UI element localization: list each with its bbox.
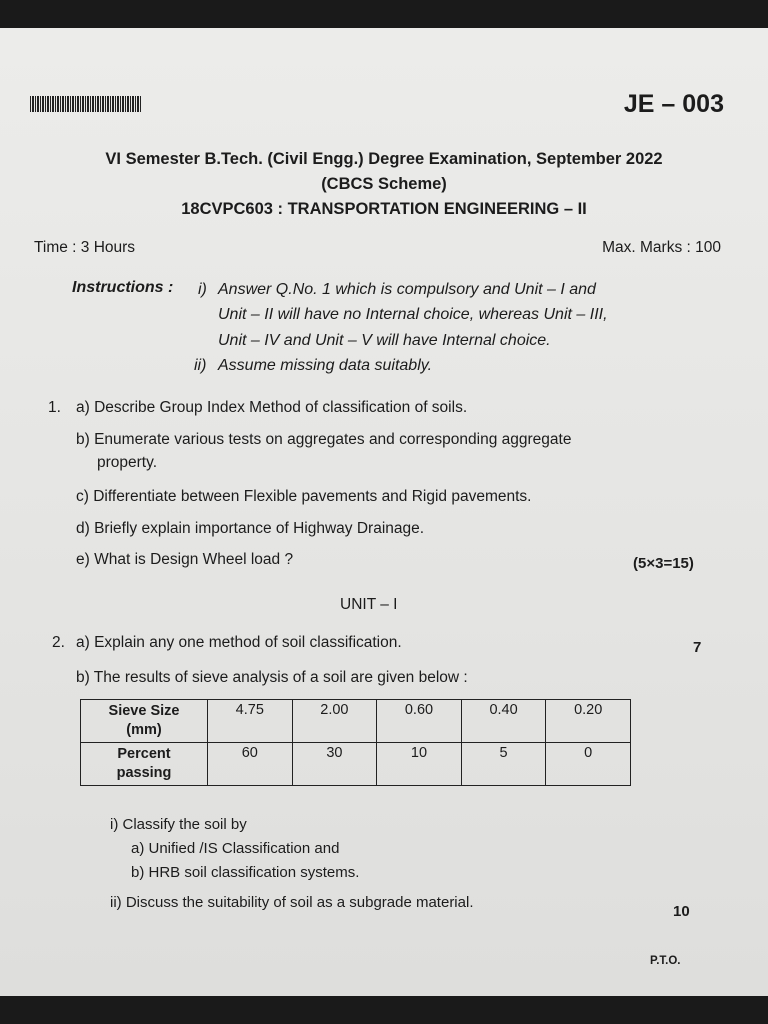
table-cell: 5 xyxy=(461,743,546,786)
table-cell: 0.60 xyxy=(377,700,462,743)
table-cell: 0.20 xyxy=(546,700,631,743)
instruction-i-line2: Unit – II will have no Internal choice, whereas Unit – III, xyxy=(218,306,608,323)
question-1b-line1: b) Enumerate various tests on aggregates and corresponding aggregate xyxy=(76,431,572,448)
question-2b-marks: 10 xyxy=(673,903,690,920)
question-2a-marks: 7 xyxy=(693,639,702,656)
time-label: Time : 3 Hours xyxy=(34,239,136,256)
question-1e: e) What is Design Wheel load ? xyxy=(76,551,294,568)
instruction-ii-number: ii) xyxy=(194,357,207,374)
sieve-size-label: Sieve Size xyxy=(108,703,180,719)
question-2b-i-a: a) Unified /IS Classification and xyxy=(131,840,340,857)
table-cell: 2.00 xyxy=(292,700,377,743)
page-turn-note: P.T.O. xyxy=(650,955,681,967)
exam-title: VI Semester B.Tech. (Civil Engg.) Degree Examination, September 2022 xyxy=(105,150,663,168)
question-1a: a) Describe Group Index Method of classification of soils. xyxy=(76,399,468,416)
question-1c: c) Differentiate between Flexible pavements and Rigid pavements. xyxy=(76,488,532,505)
question-2-number: 2. xyxy=(52,634,65,651)
instruction-ii-line: Assume missing data suitably. xyxy=(218,357,433,374)
question-2a: a) Explain any one method of soil classification. xyxy=(76,634,402,651)
question-1b-line2: property. xyxy=(97,454,158,471)
question-2b-ii: ii) Discuss the suitability of soil as a subgrade material. xyxy=(110,894,474,911)
unit-heading: UNIT – I xyxy=(340,596,398,613)
max-marks: Max. Marks : 100 xyxy=(602,239,721,256)
question-2b: b) The results of sieve analysis of a soil are given below : xyxy=(76,669,468,686)
table-row xyxy=(81,700,631,743)
table-cell: 0.40 xyxy=(461,700,546,743)
table-cell: 60 xyxy=(208,743,293,786)
table-cell: 10 xyxy=(377,743,462,786)
instruction-i-line3: Unit – IV and Unit – V will have Internal choice. xyxy=(218,332,551,349)
table-cell: 0 xyxy=(546,743,631,786)
barcode xyxy=(30,96,142,112)
passing-label: passing xyxy=(116,765,172,781)
instruction-i-line1: Answer Q.No. 1 which is compulsory and Unit – I and xyxy=(218,281,596,298)
table-cell: 30 xyxy=(292,743,377,786)
percent-label: Percent xyxy=(117,746,171,762)
sieve-size-header xyxy=(81,700,208,743)
sieve-analysis-table xyxy=(80,699,631,786)
scheme: (CBCS Scheme) xyxy=(321,175,447,193)
instruction-i-number: i) xyxy=(198,281,207,298)
question-2b-i: i) Classify the soil by xyxy=(110,816,247,833)
table-row xyxy=(81,743,631,786)
paper-code: JE – 003 xyxy=(623,90,724,118)
instructions-label: Instructions : xyxy=(72,279,174,296)
question-1-marks: (5×3=15) xyxy=(633,555,694,572)
table-cell: 4.75 xyxy=(208,700,293,743)
sieve-size-unit: (mm) xyxy=(126,722,162,738)
question-1-number: 1. xyxy=(48,399,61,416)
question-1d: d) Briefly explain importance of Highway Drainage. xyxy=(76,520,425,537)
exam-page xyxy=(0,28,768,996)
subject-title: 18CVPC603 : TRANSPORTATION ENGINEERING – II xyxy=(181,200,587,218)
question-2b-i-b: b) HRB soil classification systems. xyxy=(131,864,360,881)
percent-passing-header xyxy=(81,743,208,786)
